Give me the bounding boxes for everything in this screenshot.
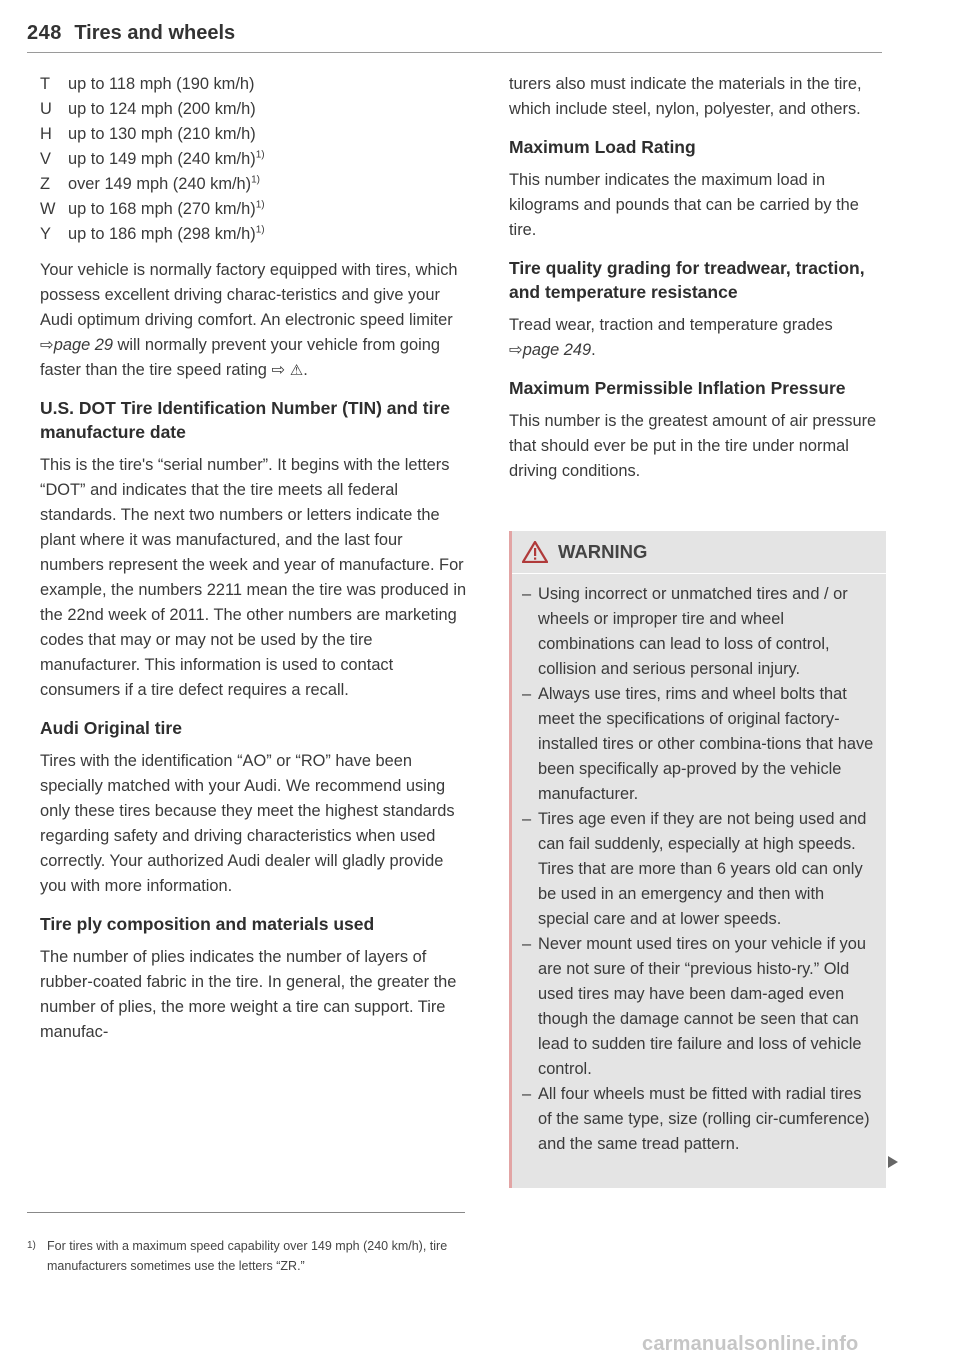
intro-paragraph: Your vehicle is normally factory equipped with tires, which possess excellent driving charac-teristics and give your Audi optimum driving comfort. An electronic speed limiter ⇨page 29 will normally prevent your vehicle from going faster than the tire speed rating ⇨ ⚠. xyxy=(40,261,458,379)
arrow-right-icon: ⇨ xyxy=(271,361,286,379)
speed-rating-letter: U xyxy=(40,100,52,118)
page-reference-link[interactable]: page 29 xyxy=(53,336,113,354)
heading-max-pressure: Maximum Permissible Inflation Pressure xyxy=(509,378,846,398)
speed-rating-text: up to 186 mph (298 km/h)$^{1)}$ xyxy=(68,224,265,243)
heading-ply-composition: Tire ply composition and materials used xyxy=(40,914,375,934)
warning-item: – Never mount used tires on your vehicle if you are not sure of their “previous histo-ry.” Old used tires may have been dam-aged even though the damage cannot be seen that can lead to sudden tire failure and loss of vehicle control. xyxy=(522,935,866,1078)
speed-rating-text: up to 168 mph (270 km/h)$^{1)}$ xyxy=(68,199,265,218)
footnote-mark: 1) xyxy=(27,1240,36,1251)
warning-item: – Using incorrect or unmatched tires and / or wheels or improper tire and wheel combinations can lead to loss of control, collision and serious personal injury. xyxy=(522,585,848,678)
speed-rating-row xyxy=(40,72,468,97)
warning-item: – Tires age even if they are not being used and can fail suddenly, especially at high speeds. Tires that are more than 6 years old can only be used in an emergency and then with special care and at lower speeds. xyxy=(522,810,867,928)
watermark-text: carmanualsonline.info xyxy=(642,1333,859,1355)
speed-rating-text: up to 130 mph (210 km/h) xyxy=(68,125,256,143)
paragraph-max-pressure: This number is the greatest amount of air pressure that should ever be put in the tire under normal driving conditions. xyxy=(509,412,877,480)
paragraph-quality-grading: Tread wear, traction and temperature grades ⇨page 249. xyxy=(509,316,833,359)
speed-rating-letter: H xyxy=(40,125,52,143)
speed-rating-row xyxy=(40,122,468,147)
speed-rating-letter: W xyxy=(40,200,56,218)
speed-rating-row xyxy=(40,222,468,247)
arrow-right-icon: ⇨ xyxy=(509,341,523,359)
speed-rating-row xyxy=(40,172,468,197)
warning-header xyxy=(512,531,886,574)
warning-triangle-icon[interactable]: ⚠ xyxy=(289,362,304,379)
warning-triangle-icon xyxy=(522,541,548,563)
heading-max-load: Maximum Load Rating xyxy=(509,137,696,157)
paragraph-tin: This is the tire's “serial number”. It begins with the letters “DOT” and indicates that the tire meets all federal standards. The next two numbers or letters indicate the plant where it was manufactured, and the last four numbers represent the week and year of manufacture. For example, the numbers 2211 mean the tire was produced in the 22nd week of 2011. The other numbers are marketing codes that may or may not be used by the tire manufacturer. This information is used to contact consumers if a tire defect requires a recall. xyxy=(40,456,467,699)
footnote-ref: 1) xyxy=(255,224,265,236)
speed-rating-list xyxy=(40,72,468,247)
footnote-text: For tires with a maximum speed capability over 149 mph (240 km/h), tire manufacturers sometimes use the letters “ZR.” xyxy=(47,1239,448,1273)
warning-item: – All four wheels must be fitted with radial tires of the same type, size (rolling cir-cumference) and the same tread pattern. xyxy=(522,1085,870,1153)
speed-rating-letter: Z xyxy=(40,175,51,193)
page-header xyxy=(27,22,882,53)
paragraph-materials-continued: turers also must indicate the materials in the tire, which include steel, nylon, polyester, and others. xyxy=(509,75,862,118)
warning-item: – Always use tires, rims and wheel bolts that meet the specifications of original factory-installed tires or other combina-tions that have been specifically ap-proved by the vehicle manufacturer. xyxy=(522,685,874,803)
speed-rating-letter: Y xyxy=(40,225,51,243)
speed-rating-row xyxy=(40,97,468,122)
footnote-ref: 1) xyxy=(255,199,265,211)
footnote-divider xyxy=(27,1212,465,1213)
paragraph-audi-original-tire: Tires with the identification “AO” or “RO” have been specially matched with your Audi. We recommend using only these tires because they meet the highest standards regarding safety and driving characteristics when used correctly. Your authorized Audi dealer will gladly provide you with more information. xyxy=(40,752,455,895)
warning-list xyxy=(512,574,886,1157)
footnote-ref: 1) xyxy=(255,149,265,161)
footnote-ref: 1) xyxy=(251,174,261,186)
page-number: 248 xyxy=(27,22,62,44)
continue-arrow-icon xyxy=(888,1156,898,1168)
paragraph-max-load: This number indicates the maximum load in kilograms and pounds that can be carried by the tire. xyxy=(509,171,859,239)
warning-title: WARNING xyxy=(558,541,648,562)
heading-quality-grading: Tire quality grading for treadwear, traction, and temperature resistance xyxy=(509,258,865,302)
speed-rating-text: up to 149 mph (240 km/h)$^{1)}$ xyxy=(68,149,265,168)
arrow-right-icon: ⇨ xyxy=(40,336,54,354)
speed-rating-text: up to 118 mph (190 km/h) xyxy=(68,75,255,93)
speed-rating-text: up to 124 mph (200 km/h) xyxy=(68,100,256,118)
paragraph-ply-composition: The number of plies indicates the number of layers of rubber-coated fabric in the tire. In general, the greater the number of plies, the more weight a tire can support. Tire manufac- xyxy=(40,948,457,1041)
speed-rating-row xyxy=(40,147,468,172)
page-reference-link[interactable]: page 249 xyxy=(522,341,592,359)
speed-rating-letter: T xyxy=(40,75,51,93)
footnote xyxy=(27,1236,467,1276)
speed-rating-row xyxy=(40,197,468,222)
section-title: Tires and wheels xyxy=(74,22,236,44)
warning-box xyxy=(509,531,886,1188)
left-column xyxy=(40,72,468,1045)
heading-tin: U.S. DOT Tire Identification Number (TIN) and tire manufacture date xyxy=(40,398,450,442)
right-column xyxy=(509,72,884,484)
heading-audi-original-tire: Audi Original tire xyxy=(40,718,182,738)
speed-rating-letter: V xyxy=(40,150,51,168)
watermark xyxy=(630,1330,960,1360)
speed-rating-text: over 149 mph (240 km/h)$^{1)}$ xyxy=(68,174,261,193)
